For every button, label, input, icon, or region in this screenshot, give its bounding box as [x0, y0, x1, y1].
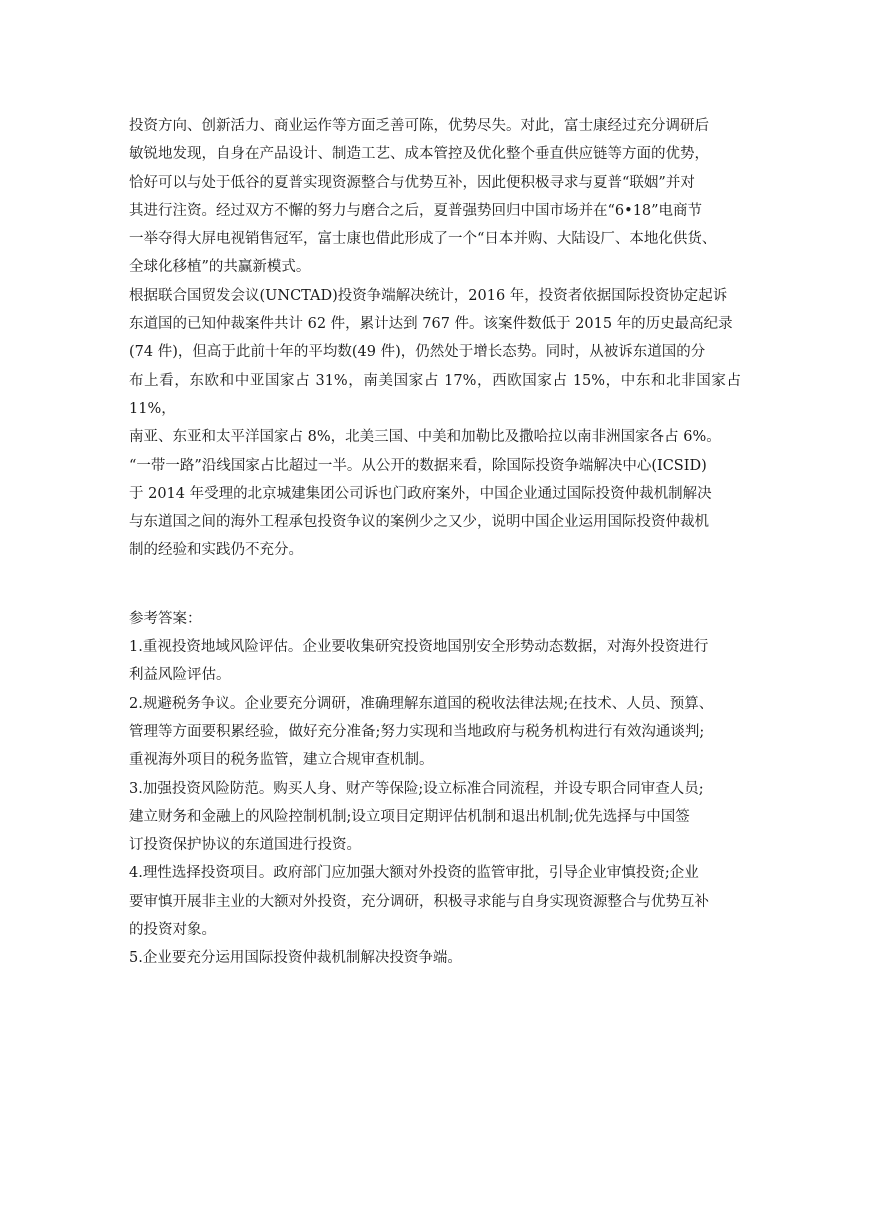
text-line: 全球化移植”的共赢新模式。: [129, 259, 311, 276]
text-line: 根据联合国贸发会议(UNCTAD)投资争端解决统计，2016 年，投资者依据国际投资协定起诉: [129, 287, 728, 304]
text-line: 制的经验和实践仍不充分。: [129, 542, 303, 559]
text-line: 4.理性选择投资项目。政府部门应加强大额对外投资的监管审批，引导企业审慎投资;企业: [129, 865, 699, 882]
text-line: 2.规避税务争议。企业要充分调研，准确理解东道国的税收法律法规;在技术、人员、预算、: [129, 695, 714, 712]
text-line: 1.重视投资地域风险评估。企业要收集研究投资地国别安全形势动态数据，对海外投资进行: [129, 639, 709, 656]
text-line: 于 2014 年受理的北京城建集团公司诉也门政府案外，中国企业通过国际投资仲裁机制解决: [129, 485, 712, 502]
paragraph-unctad-statistics: [129, 282, 741, 565]
answers-heading: 参考答案：: [129, 610, 202, 627]
section-spacer: [129, 565, 741, 605]
text-line: 建立财务和金融上的风险控制机制;设立项目定期评估机制和退出机制;优先选择与中国签: [129, 808, 690, 825]
text-line: 的投资对象。: [129, 922, 216, 939]
text-line: 布上看，东欧和中亚国家占 31%，南美国家占 17%，西欧国家占 15%，中东和北非国家占 11%，: [129, 372, 741, 417]
text-line: 要审慎开展非主业的大额对外投资，充分调研，积极寻求能与自身实现资源整合与优势互补: [129, 893, 709, 910]
text-line: 管理等方面要积累经验，做好充分准备;努力实现和当地政府与税务机构进行有效沟通谈判;: [129, 723, 705, 740]
answer-item-5: [129, 944, 741, 972]
document-page: [129, 112, 741, 973]
text-line: 重视海外项目的税务监管，建立合规审查机制。: [129, 752, 434, 769]
text-line: 东道国的已知仲裁案件共计 62 件，累计达到 767 件。该案件数低于 2015 年的历史最高纪录: [129, 316, 733, 333]
answer-item-1: [129, 633, 741, 690]
answer-item-2: [129, 690, 741, 775]
text-line: 一举夺得大屏电视销售冠军，富士康也借此形成了一个“日本并购、大陆设厂、本地化供货、: [129, 231, 717, 248]
text-line: (74 件)，但高于此前十年的平均数(49 件)，仍然处于增长态势。同时，从被诉东道国的分: [129, 344, 706, 361]
paragraph-foxconn-sharp: [129, 112, 741, 282]
text-line: 恰好可以与处于低谷的夏普实现资源整合与优势互补，因此便积极寻求与夏普“联姻”并对: [129, 174, 695, 191]
text-line: 3.加强投资风险防范。购买人身、财产等保险;设立标准合同流程，并设专职合同审查人员;: [129, 780, 704, 797]
answer-item-4: [129, 859, 741, 944]
text-line: 敏锐地发现，自身在产品设计、制造工艺、成本管控及优化整个垂直供应链等方面的优势，: [129, 146, 709, 163]
text-line: “一带一路”沿线国家占比超过一半。从公开的数据来看，除国际投资争端解决中心(ICSID): [129, 457, 707, 474]
text-line: 投资方向、创新活力、商业运作等方面乏善可陈，优势尽失。对此，富士康经过充分调研后: [129, 118, 709, 134]
text-line: 与东道国之间的海外工程承包投资争议的案例少之又少，说明中国企业运用国际投资仲裁机: [129, 514, 709, 531]
text-line: 订投资保护协议的东道国进行投资。: [129, 837, 361, 854]
text-line: 南亚、东亚和太平洋国家占 8%，北美三国、中美和加勒比及撒哈拉以南非洲国家各占 6%。: [129, 429, 721, 446]
text-line: 5.企业要充分运用国际投资仲裁机制解决投资争端。: [129, 950, 462, 967]
answer-item-3: [129, 775, 741, 860]
text-line: 利益风险评估。: [129, 667, 231, 684]
text-line: 其进行注资。经过双方不懈的努力与磨合之后，夏普强势回归中国市场并在“6•18”电商节: [129, 202, 703, 219]
